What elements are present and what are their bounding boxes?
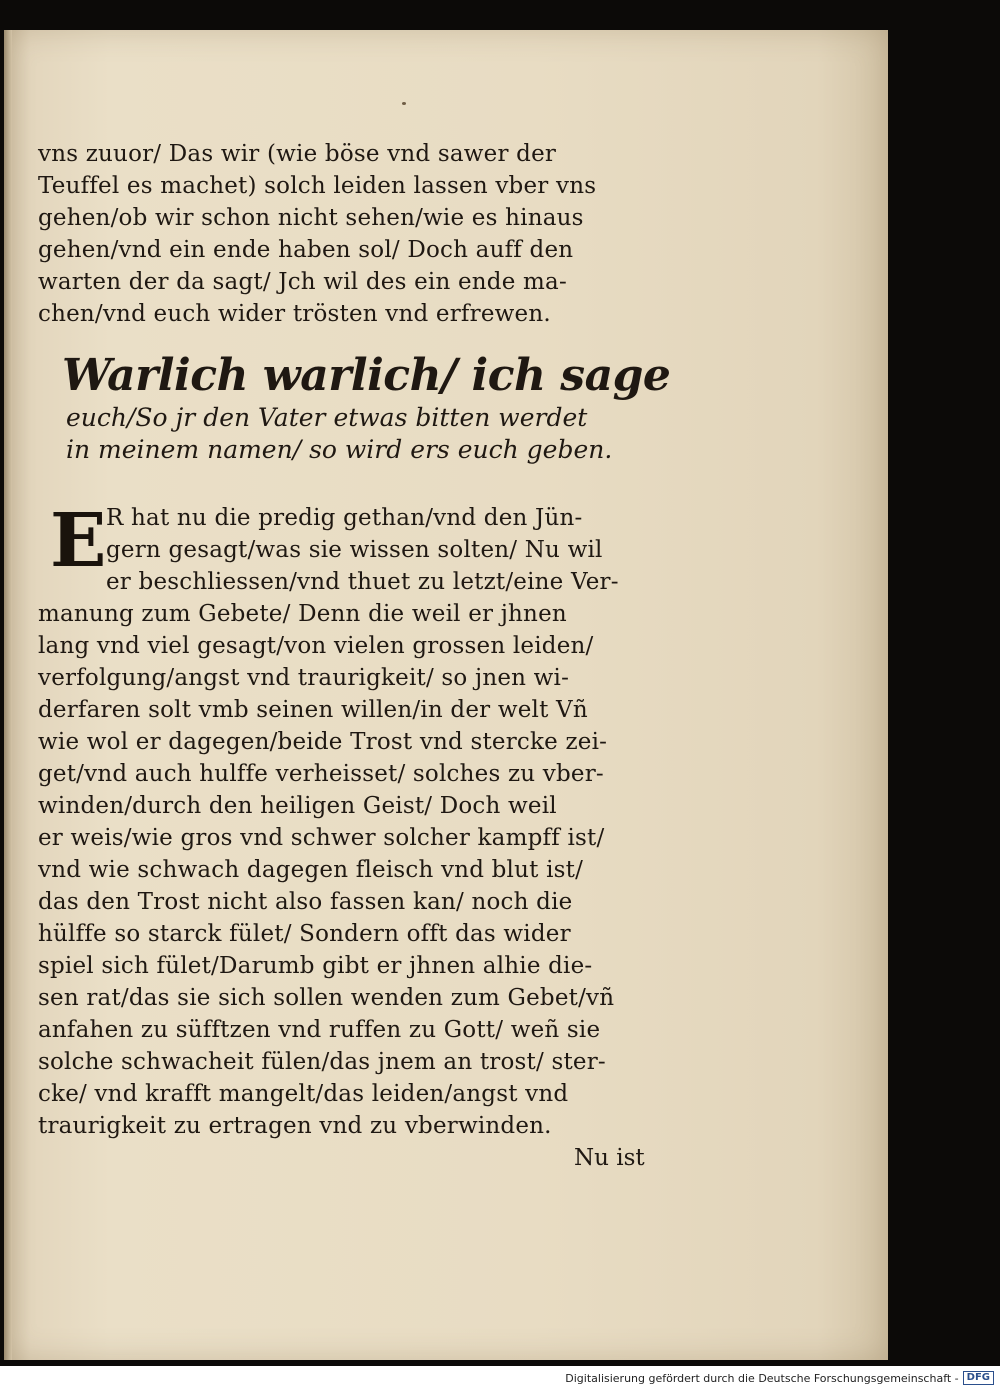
text-line: manung zum Gebete/ Denn die weil er jhnen bbox=[38, 601, 567, 627]
catchword: Nu ist bbox=[574, 1145, 645, 1171]
text-line: gern gesagt/was sie wissen solten/ Nu wil bbox=[106, 537, 603, 563]
text-line: er beschliessen/vnd thuet zu letzt/eine Ver- bbox=[106, 569, 619, 595]
scripture-heading-line: in meinem namen/ so wird ers euch geben. bbox=[66, 435, 613, 464]
digitization-footer bbox=[565, 1371, 994, 1385]
text-line: sen rat/das sie sich sollen wenden zum Gebet/vñ bbox=[38, 985, 615, 1011]
text-line: solche schwacheit fülen/das jnem an trost/ ster- bbox=[38, 1049, 606, 1075]
text-line: winden/durch den heiligen Geist/ Doch weil bbox=[38, 793, 557, 819]
book-page bbox=[4, 30, 888, 1360]
text-line: vns zuuor/ Das wir (wie böse vnd sawer der bbox=[38, 141, 557, 167]
text-line: hülffe so starck fület/ Sondern offt das wider bbox=[38, 921, 571, 947]
text-line: derfaren solt vmb seinen willen/in der welt Vñ bbox=[38, 697, 588, 723]
text-line: das den Trost nicht also fassen kan/ noch die bbox=[38, 889, 573, 915]
text-line: verfolgung/angst vnd traurigkeit/ so jnen wi- bbox=[38, 665, 570, 691]
page-text bbox=[24, 138, 684, 1174]
text-line: get/vnd auch hulffe verheisset/ solches zu vber- bbox=[38, 761, 604, 787]
text-line: R hat nu die predig gethan/vnd den Jün- bbox=[106, 505, 583, 531]
text-line: chen/vnd euch wider trösten vnd erfrewen. bbox=[38, 301, 551, 327]
text-line: lang vnd viel gesagt/von vielen grossen leiden/ bbox=[38, 633, 594, 659]
text-line: Teuffel es machet) solch leiden lassen vber vns bbox=[38, 173, 597, 199]
text-line: traurigkeit zu ertragen vnd zu vberwinden. bbox=[38, 1113, 552, 1139]
dfg-logo-icon: DFG bbox=[963, 1371, 994, 1385]
scripture-heading: Warlich warlich/ ich sage bbox=[62, 350, 671, 401]
page-gutter bbox=[4, 30, 12, 1360]
ink-spot bbox=[402, 102, 406, 105]
paragraph-2 bbox=[38, 498, 684, 1142]
text-line: gehen/vnd ein ende haben sol/ Doch auff den bbox=[38, 237, 574, 263]
text-line: gehen/ob wir schon nicht sehen/wie es hinaus bbox=[38, 205, 584, 231]
text-line: spiel sich fület/Darumb gibt er jhnen alhie die- bbox=[38, 953, 593, 979]
paragraph-1 bbox=[38, 138, 684, 330]
text-line: wie wol er dagegen/beide Trost vnd stercke zei- bbox=[38, 729, 608, 755]
text-line: cke/ vnd krafft mangelt/das leiden/angst vnd bbox=[38, 1081, 569, 1107]
text-line: anfahen zu süfftzen vnd ruffen zu Gott/ weñ sie bbox=[38, 1017, 601, 1043]
drop-initial: E bbox=[50, 498, 107, 584]
text-line: vnd wie schwach dagegen fleisch vnd blut ist/ bbox=[38, 857, 584, 883]
footer-text: Digitalisierung gefördert durch die Deutsche Forschungsgemeinschaft - bbox=[565, 1371, 959, 1385]
scripture-heading-line: euch/So jr den Vater etwas bitten werdet bbox=[66, 403, 588, 432]
text-line: er weis/wie gros vnd schwer solcher kampff ist/ bbox=[38, 825, 605, 851]
text-line: warten der da sagt/ Jch wil des ein ende ma- bbox=[38, 269, 567, 295]
